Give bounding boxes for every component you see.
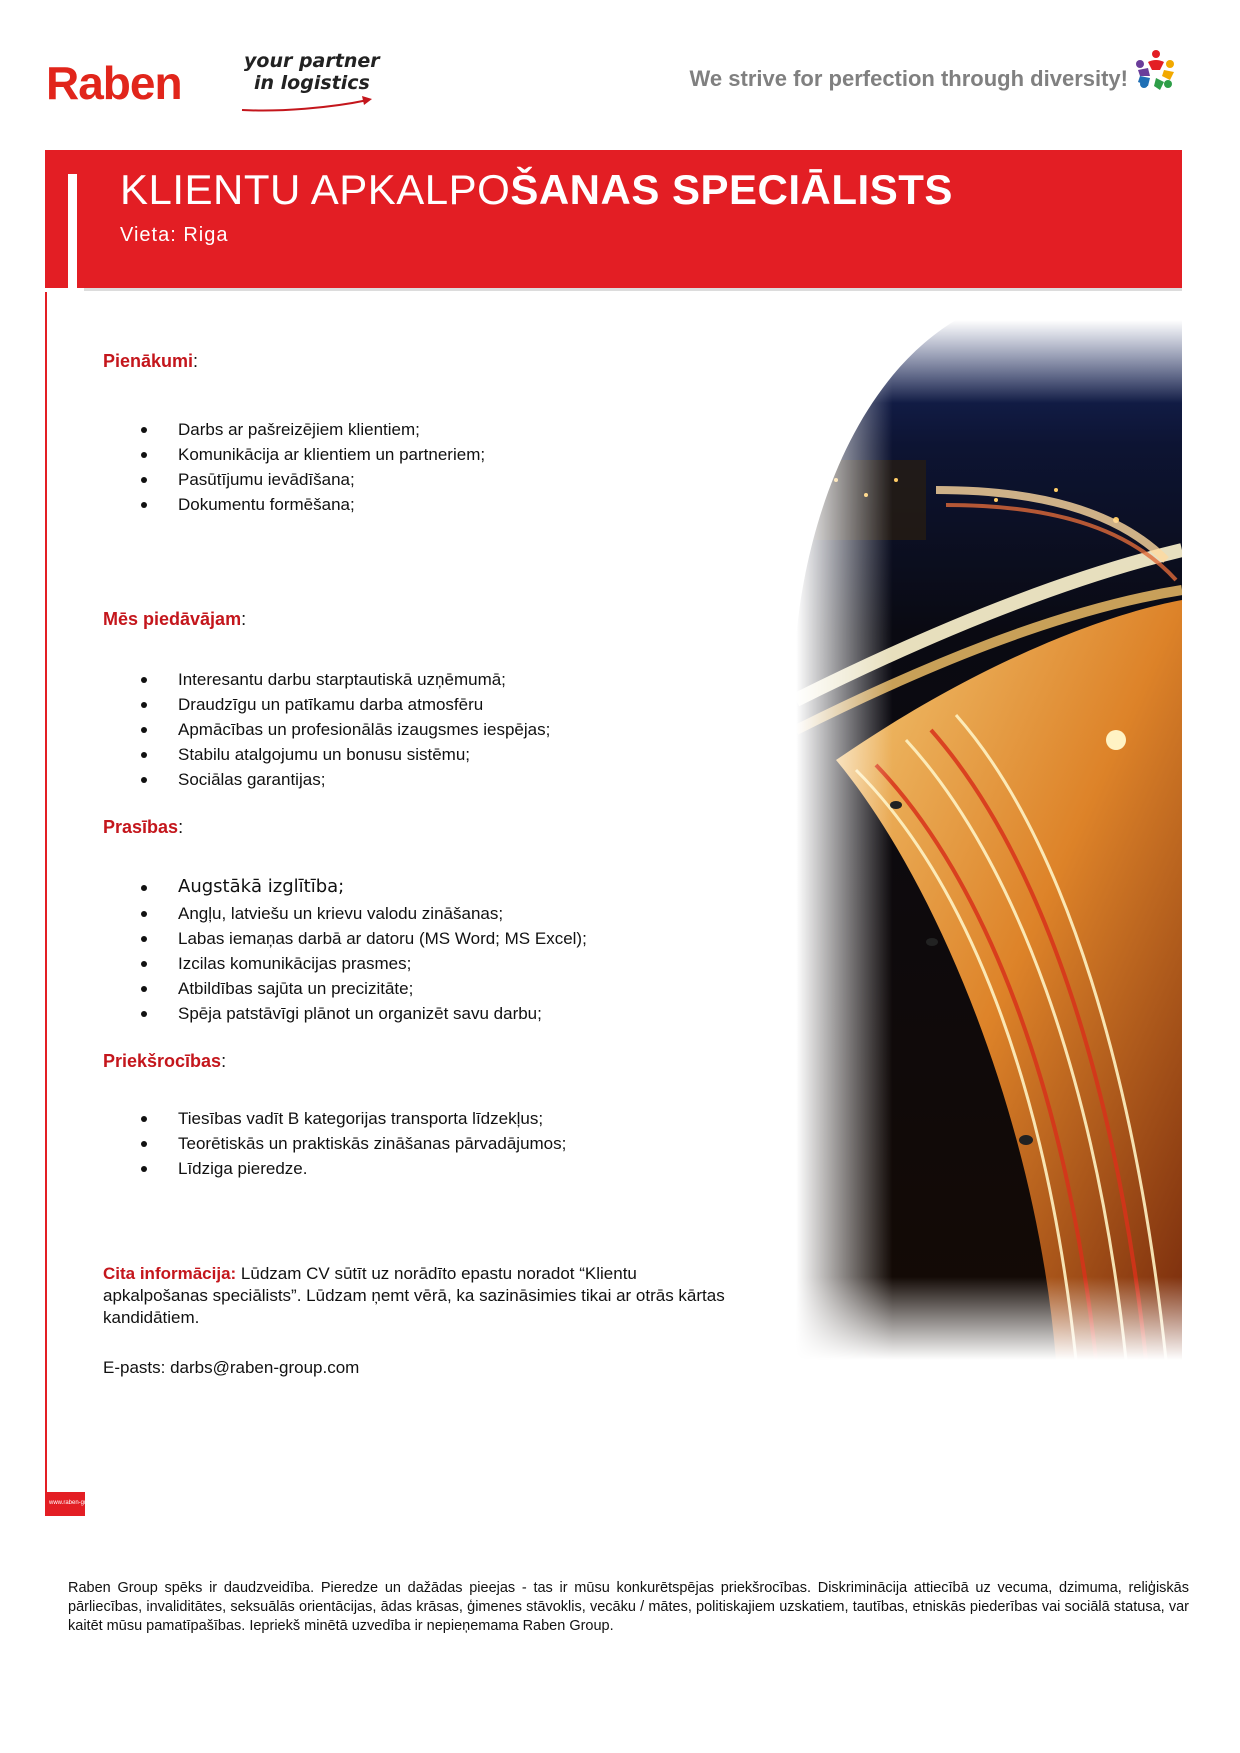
duties-list [103, 417, 753, 517]
list-item: Komunikācija ar klientiem un partneriem; [103, 442, 753, 467]
list-item: Spēja patstāvīgi plānot un organizēt savu darbu; [103, 1001, 753, 1026]
list-item: Izcilas komunikācijas prasmes; [103, 951, 753, 976]
diversity-statement: Raben Group spēks ir daudzveidība. Pieredze un dažādas pieejas - tas ir mūsu konkurētspējas priekšrocības. Diskriminācija attiecībā uz vecuma, dzimuma, reliģiskās pārliecības, invaliditātes, seksuālās orientācijas, ādas krāsas, ģimenes stāvoklis, vecāku / mātes, politiskajiem uzskatiem, tautības, etniskās piederības vai sociālā statusa, var kaitēt mūsu pamatīpašības. Iepriekš minētā uzvedība ir nepieņemama Raben Group. [68, 1580, 1189, 1634]
list-item: Augstākā izglītība; [103, 873, 753, 901]
list-item: Teorētiskās un praktiskās zināšanas pārvadājumos; [103, 1131, 753, 1156]
banner-underline [84, 288, 1182, 291]
list-item: Tiesības vadīt B kategorijas transporta līdzekļus; [103, 1106, 753, 1131]
duties-heading-text: Pienākumi [103, 351, 194, 371]
advantages-heading-text: Priekšrocības [103, 1051, 222, 1071]
list-item: Darbs ar pašreizējiem klientiem; [103, 417, 753, 442]
highway-night-light-trails-image [796, 320, 1182, 1360]
offer-heading [103, 608, 753, 630]
left-red-rule [45, 292, 47, 1512]
duties-heading-colon: : [193, 351, 199, 371]
list-item: Atbildības sajūta un precizitāte; [103, 976, 753, 1001]
offer-heading-text: Mēs piedāvājam [103, 609, 242, 629]
list-item: Labas iemaņas darbā ar datoru (MS Word; MS Excel); [103, 926, 753, 951]
banner-accent-bar [68, 174, 77, 288]
list-item: Draudzīgu un patīkamu darba atmosfēru [103, 692, 753, 717]
job-location: Vieta: Riga [120, 224, 229, 246]
tagline-line-1: your partner [244, 50, 380, 72]
raben-logo: Raben [46, 57, 182, 109]
tagline-swoosh-icon [240, 88, 375, 114]
diversity-people-icon [1134, 48, 1178, 94]
job-title-light: KLIENTU APKALPO [120, 166, 511, 213]
list-item: Pasūtījumu ievādīšana; [103, 467, 753, 492]
advantages-heading-colon: : [221, 1051, 227, 1071]
list-item: Sociālas garantijas; [103, 767, 753, 792]
email-line: E-pasts: darbs@raben-group.com [103, 1358, 360, 1377]
job-title-bold: ŠANAS SPECIĀLISTS [510, 166, 953, 213]
requirements-heading-text: Prasības [103, 817, 179, 837]
list-item: Angļu, latviešu un krievu valodu zināšanas; [103, 901, 753, 926]
main-content [103, 350, 753, 1396]
tagline-line-2: in logistics [254, 72, 370, 94]
list-item: Līdziga pieredze. [103, 1156, 753, 1181]
website-box-text: www.raben-group.com [49, 1500, 110, 1506]
other-info-label: Cita informācija: [103, 1264, 237, 1283]
list-item: Apmācības un profesionālās izaugsmes iespējas; [103, 717, 753, 742]
duties-heading [103, 350, 753, 372]
advantages-heading [103, 1050, 753, 1072]
requirements-heading [103, 816, 753, 838]
other-info [103, 1263, 743, 1329]
slogan: We strive for perfection through diversity! [689, 66, 1128, 91]
other-info-text: Lūdzam CV sūtīt uz norādīto epastu noradot “Klientu apkalpošanas speciālists”. Lūdzam ņemt vērā, ka sazināsimies tikai ar otrās kārtas kandidātiem. [103, 1264, 725, 1327]
list-item: Stabilu atalgojumu un bonusu sistēmu; [103, 742, 753, 767]
website-box [45, 1492, 110, 1516]
requirements-heading-colon: : [178, 817, 184, 837]
advantages-list [103, 1106, 753, 1181]
job-title [120, 166, 953, 214]
offer-list [103, 667, 753, 792]
list-item: Interesantu darbu starptautiskā uzņēmumā; [103, 667, 753, 692]
list-item: Dokumentu formēšana; [103, 492, 753, 517]
offer-heading-colon: : [241, 609, 247, 629]
requirements-list [103, 873, 753, 1026]
